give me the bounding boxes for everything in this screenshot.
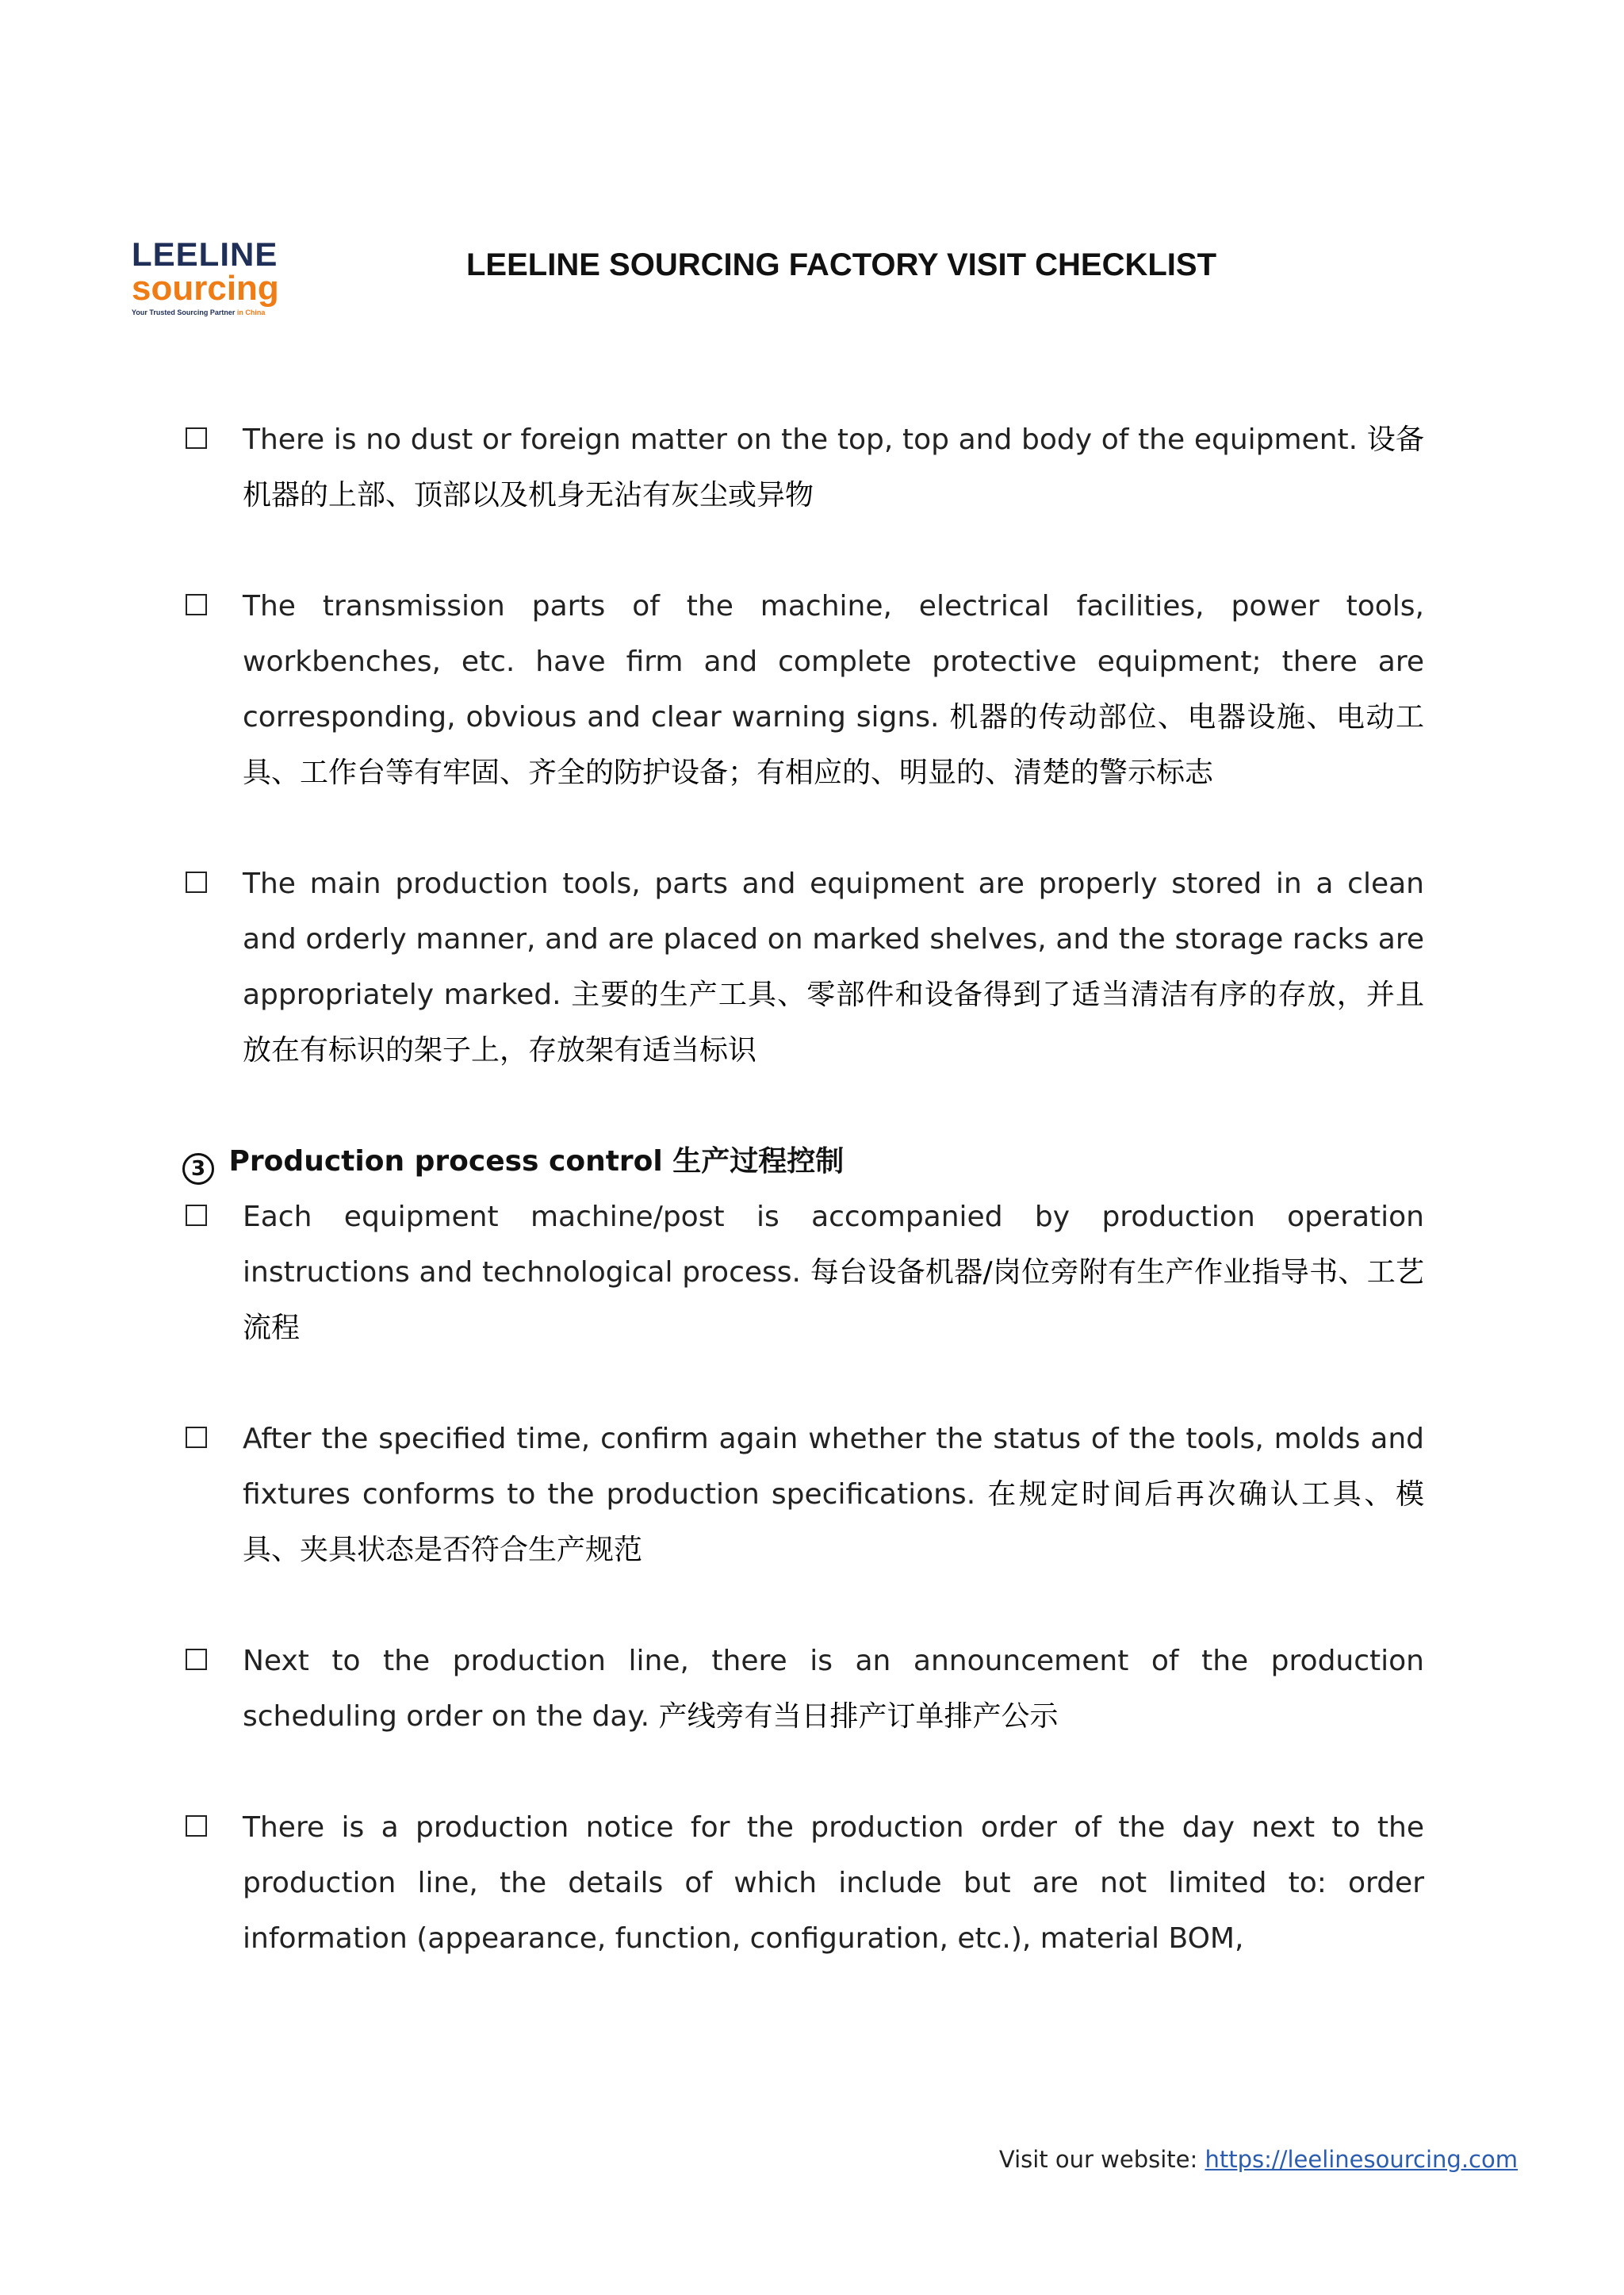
section-title-zh: 生产过程控制 bbox=[672, 1145, 845, 1178]
checkbox-icon[interactable] bbox=[186, 872, 207, 893]
checkbox-icon[interactable] bbox=[186, 1649, 207, 1670]
logo-wordmark-top: LEELINE bbox=[132, 236, 278, 273]
item-text-en: Next to the production line, there is an announcement of the production scheduling order on the day. bbox=[243, 1645, 1424, 1733]
item-text-en: Each equipment machine/post is accompanied by production operation instructions and technological process. bbox=[243, 1201, 1424, 1289]
checklist-item bbox=[182, 1634, 1424, 1745]
footer-label: Visit our website: bbox=[998, 2146, 1198, 2173]
checklist-item bbox=[182, 1800, 1424, 1967]
logo-tagline bbox=[132, 308, 290, 317]
item-text-en: There is a production notice for the production order of the day next to the production line, the details of which include but are not limited to: order information (appearance, function, configuration, etc.), material BOM, bbox=[243, 1811, 1424, 1955]
item-text-zh: 主要的生产工具、零部件和设备得到了适当清洁有序的存放，并且放在有标识的架子上，存放架有适当标识 bbox=[243, 979, 1424, 1067]
item-text-zh: 在规定时间后再次确认工具、模具、夹具状态是否符合生产规范 bbox=[243, 1478, 1424, 1566]
logo-wordmark-bottom: sourcing bbox=[132, 269, 279, 308]
logo-tagline-suffix: in China bbox=[236, 308, 266, 316]
checklist-item bbox=[182, 856, 1424, 1079]
item-text-zh: 机器的传动部位、电器设施、电动工具、工作台等有牢固、齐全的防护设备；有相应的、明显的、清楚的警示标志 bbox=[243, 701, 1424, 789]
company-logo bbox=[132, 238, 290, 317]
checkbox-icon[interactable] bbox=[186, 594, 207, 615]
section-title-en: Production process control bbox=[228, 1145, 663, 1178]
checkbox-icon[interactable] bbox=[186, 427, 207, 449]
item-text-en: The transmission parts of the machine, electrical facilities, power tools, workbenches, etc. have firm and complete protective equipment; there are corresponding, obvious and clear warning signs. bbox=[243, 590, 1424, 734]
checklist-item bbox=[182, 412, 1424, 523]
item-text-en: There is no dust or foreign matter on the top, top and body of the equipment. bbox=[243, 423, 1358, 456]
item-text-en: After the specified time, confirm again whether the status of the tools, molds and fixtures conforms to the production specifications. bbox=[243, 1423, 1424, 1511]
checklist-content bbox=[182, 412, 1424, 1967]
checkbox-icon[interactable] bbox=[186, 1427, 207, 1448]
document-title: LEELINE SOURCING FACTORY VISIT CHECKLIST bbox=[466, 247, 1217, 282]
checklist-item bbox=[182, 1412, 1424, 1578]
section-heading bbox=[182, 1134, 1424, 1190]
item-text-en: The main production tools, parts and equipment are properly stored in a clean and orderly manner, and are placed on marked shelves, and the storage racks are appropriately marked. bbox=[243, 868, 1424, 1011]
checklist-item bbox=[182, 579, 1424, 801]
logo-tagline-prefix: Your Trusted Sourcing Partner bbox=[132, 308, 236, 316]
checklist-item bbox=[182, 1190, 1424, 1356]
item-text-zh: 每台设备机器/岗位旁附有生产作业指导书、工艺流程 bbox=[243, 1256, 1424, 1344]
section-number-badge: 3 bbox=[182, 1153, 214, 1185]
checkbox-icon[interactable] bbox=[186, 1815, 207, 1837]
page-footer bbox=[999, 2144, 1518, 2175]
item-text-zh: 产线旁有当日排产订单排产公示 bbox=[658, 1700, 1059, 1733]
checkbox-icon[interactable] bbox=[186, 1205, 207, 1226]
website-link[interactable]: https://leelinesourcing.com bbox=[1205, 2146, 1518, 2173]
item-text-zh: 设备机器的上部、顶部以及机身无沾有灰尘或异物 bbox=[243, 423, 1424, 511]
